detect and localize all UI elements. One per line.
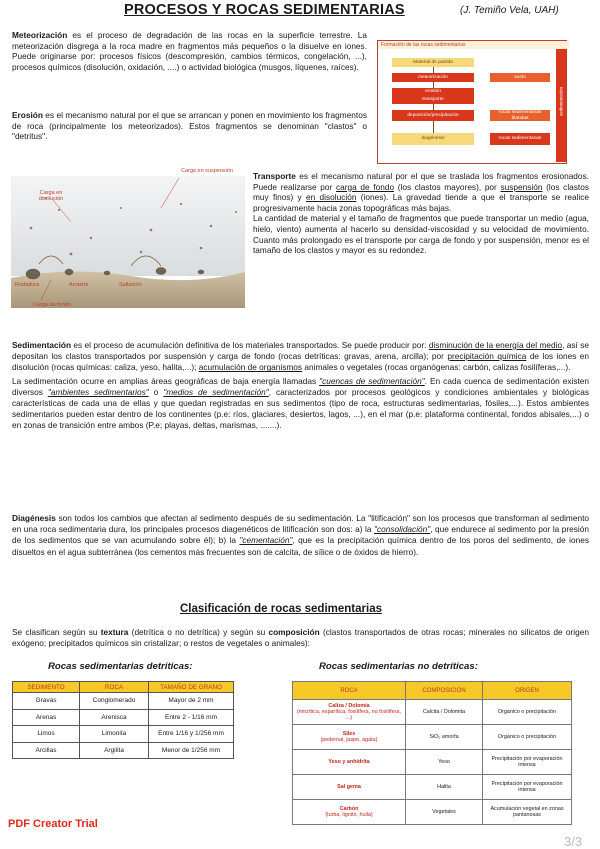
term-erosion: Erosión: [12, 110, 43, 120]
section-diagenesis: [12, 513, 589, 558]
cell: Vegetales: [406, 800, 483, 825]
label-saltacion: Saltación: [119, 282, 142, 288]
transporte-t3: (los clastos muy finos) y: [253, 181, 589, 203]
watermark: PDF Creator Trial: [8, 818, 98, 830]
cell: Precipitación por evaporación intensa: [483, 750, 572, 775]
cell-roca: [293, 800, 406, 825]
italic-cuencas: "cuencas de sedimentación": [319, 375, 425, 386]
transporte-t4: (iones). La gravedad tiende a que el transporte se realice progresivamente hacia zonas topográficas más bajas.: [253, 192, 590, 213]
diag-t1: son todos los cambios que afectan al sedimento después de su sedimentación. La "litificación" son los procesos que transforman al sedimento en una roca sedimentaria dura, los principales procesos diagenéticos de litificación son dos: a) la: [12, 513, 589, 535]
underline-suspension: suspensión: [500, 181, 543, 192]
cell: Calcita / Dolomita: [406, 700, 483, 725]
non-detrital-rocks-table: [292, 681, 572, 825]
cell: Argilita: [80, 742, 149, 759]
col-tamano: TAMAÑO DE GRANO: [149, 682, 234, 693]
cell: Orgánico o precipitación: [483, 700, 572, 725]
cell: Yeso: [406, 750, 483, 775]
sed-t2: , así se depositan los clastos transportados por suspensión y carga de fondo (rocas detríticas: gravas, arena, arcilla); por: [12, 340, 589, 362]
underline-carga-fondo: carga de fondo: [335, 181, 395, 192]
italic-medios: "medios de sedimentación": [163, 386, 269, 397]
term-diagenesis: Diagénesis: [12, 513, 56, 523]
clas-t2: (detrítica o no detrítica) y según su: [128, 627, 269, 637]
cell: Orgánico o precipitación: [483, 725, 572, 750]
underline-organismos: acumulación de organismos: [198, 362, 303, 373]
cell: Limos: [13, 726, 80, 743]
sedimentacion-band: [556, 49, 566, 162]
page-number: 3/3: [564, 834, 583, 849]
label-carga-disolucion: Carga en disolución: [38, 190, 64, 202]
cell: Mayor de 2 mm: [149, 693, 234, 710]
bold-composicion: composición: [268, 627, 320, 637]
box-diagenesis: diagénesis: [392, 133, 474, 145]
box-meteorizacion: meteorización: [392, 73, 474, 82]
classification-paragraph: [12, 627, 589, 649]
cell-roca: [293, 775, 406, 800]
sedimentacion-paragraph-1: [12, 340, 589, 374]
term-transporte: Transporte: [253, 171, 296, 181]
transporte-t2: (los clastos mayores), por: [394, 181, 501, 192]
rock-name: Yeso y anhidrita: [328, 759, 370, 765]
table-row: [13, 726, 234, 743]
rock-name: Sílex: [342, 731, 356, 737]
diag-t3: , que es la precipitación química dentro de los poros del sedimento, de iones disueltos en el agua subterránea (los cementos más frecuentes son de calcita, de sílice o de óxidos de hierro).: [12, 535, 589, 557]
sed-t1: es el proceso de acumulación definitiva de los materiales transportados. Se puede producir por:: [71, 340, 429, 350]
col-roca: ROCA: [80, 682, 149, 693]
cell: Arcillas: [13, 742, 80, 759]
col-composicion: COMPOSICIÓN: [406, 682, 483, 700]
bold-textura: textura: [100, 627, 129, 637]
label-carga-fondo: Carga de fondo: [33, 302, 71, 308]
sed-p2d: , caracterizados por procesos geológicos y condiciones ambientales y biológicas características de cada una de ellas y que quedan registradas en sus sedimentos (tipo de roca, estructuras sedimentarias, fósiles,...). Estos ambientes sedimentarios pueden estar dentro de los continentes (p.e: ríos, glaciares, desiertos, lagos, ...), en el mar (p.e: plataforma continental, fondos abisales,...) o en zonas de transición entre ambos (P.e; playas, deltas, marismas, .......).: [12, 386, 589, 431]
table-row: [293, 800, 572, 825]
table-row: [13, 742, 234, 759]
underline-energia: disminución de la energía del medio: [428, 340, 563, 350]
cell: Limonita: [80, 726, 149, 743]
label-rodadura: Rodadura: [15, 282, 40, 288]
classification-intro: [12, 627, 589, 649]
rock-name: Caliza / Dolomía: [328, 703, 370, 709]
italic-cementacion: "cementación": [239, 535, 293, 546]
sedimentacion-band-label: sedimentación: [558, 86, 564, 117]
table-header-row: [13, 682, 234, 693]
diagenesis-paragraph: [12, 513, 589, 558]
cell: Precipitación por evaporación intensa: [483, 775, 572, 800]
classification-heading: Clasificación de rocas sedimentarias: [180, 603, 382, 615]
section-transporte: [253, 171, 589, 256]
underline-precipitacion: precipitación química: [447, 351, 527, 362]
box-erosion: erosión: [392, 88, 474, 96]
sed-t3: de los iones en disolución (rocas químicas: caliza, yeso, halita,...);: [12, 351, 589, 373]
cell: Arenas: [13, 709, 80, 726]
transport-illustration: [11, 168, 245, 318]
cell: Acumulación vegetal en zonas pantanosas: [483, 800, 572, 825]
sed-t4: animales o vegetales (rocas organógenas: carbón, calizas fosilíferas,...).: [302, 362, 571, 373]
rock-name: Sal gema: [337, 784, 361, 790]
section-sedimentacion: [12, 340, 589, 432]
cell: Gravas: [13, 693, 80, 710]
term-meteorizacion: Meteorización: [12, 30, 68, 40]
table-row: [293, 700, 572, 725]
diag-t2: , que endurece al sedimento por la presión de los sedimentos que se van acumulando sobre él); b) la: [12, 524, 590, 546]
box-rocas-blandas: rocas sedimentarias blandas: [490, 110, 550, 121]
box-rocas-sedimentarias: rocas sedimentarias: [490, 133, 550, 145]
cell: Entre 2 - 1/16 mm: [149, 709, 234, 726]
diagram-title: Formación de las rocas sedimentarias: [378, 41, 569, 49]
meteorizacion-text: es el proceso de degradación de las rocas en la superficie terrestre. La meteorización disgrega a la roca madre en fragmentos más pequeños o la disuelve en iones. Puede originarse por: procesos físicos (descompresión, cambios térmicos, congelación, ...), procesos químicos (disolución, oxidación, ....) o actividad biológica (musgos, líquenes, raíces).: [12, 30, 367, 72]
meteorizacion-paragraph: [12, 30, 367, 72]
italic-ambientes: "ambientes sedimentarios": [47, 386, 149, 397]
rock-name: Carbón: [339, 806, 359, 812]
transporte-paragraph-1: [253, 171, 589, 213]
rock-sub: (turba, lignito, hulla): [325, 812, 373, 818]
sed-p2c: o: [148, 386, 164, 397]
erosion-paragraph: [12, 110, 367, 142]
table-row: [293, 775, 572, 800]
sedimentacion-paragraph-2: [12, 376, 589, 432]
cell: Entre 1/16 y 1/256 mm: [149, 726, 234, 743]
table-row: [13, 693, 234, 710]
sedimentary-formation-diagram: [377, 40, 567, 164]
arrow-down-4: [433, 121, 434, 133]
table-row: [13, 709, 234, 726]
col-origen: ORIGEN: [483, 682, 572, 700]
page-header: [0, 2, 600, 24]
page-title: PROCESOS Y ROCAS SEDIMENTARIAS: [124, 2, 405, 18]
table-row: [293, 725, 572, 750]
cell-roca: [293, 700, 406, 725]
box-deposicion: deposición/precipitación: [392, 110, 474, 121]
underline-disolucion: en disolución: [306, 192, 357, 203]
detrital-rocks-table: [12, 681, 234, 759]
rock-sub: (micrítica, esparítica, fosilífera, no fosilífera, ...): [297, 709, 401, 721]
cell-roca: [293, 725, 406, 750]
table-header-row: [293, 682, 572, 700]
subheading-no-detriticas: Rocas sedimentarias no detríticas:: [319, 661, 478, 672]
erosion-text: es el mecanismo natural por el que se arrancan y ponen en movimiento los fragmentos de roca (principalmente los meteorizados). Estos fragmentos se denominan "clastos" o "detritus".: [12, 110, 367, 142]
label-arrastre: Arrastre: [69, 282, 89, 288]
section-meteorizacion: [12, 30, 367, 72]
label-carga-suspension: Carga en suspensión: [181, 168, 233, 174]
col-sedimento: SEDIMENTO: [13, 682, 80, 693]
transporte-t1: es el mecanismo natural por el que se traslada los fragmentos erosionados. Puede realizarse por: [253, 171, 589, 192]
sed-p2b: . En cada cuenca de sedimentación existen diversos: [12, 375, 590, 397]
table-row: [293, 750, 572, 775]
cell: Conglomerado: [80, 693, 149, 710]
box-transporte: transporte: [392, 96, 474, 104]
cell: Halita: [406, 775, 483, 800]
author: (J. Temiño Vela, UAH): [460, 5, 559, 16]
clas-t1: Se clasifican según su: [12, 627, 101, 637]
section-erosion: [12, 110, 367, 142]
term-sedimentacion: Sedimentación: [12, 340, 72, 350]
transporte-paragraph-2: La cantidad de material y el tamaño de fragmentos que puede transportar un medio (agua, hielo, viento) aumenta al hacerlo su densidad-viscosidad y su velocidad de movimiento. Cuanto más prolongado es el transporte por carga de fondo y por suspensión, menor es el tamaño de los clastos y mayor es su redondez.: [253, 213, 589, 256]
cell: Menor de 1/256 mm: [149, 742, 234, 759]
box-material: Material de partida: [392, 58, 474, 67]
rock-sub: (pedernal, jaspe, ágata): [320, 737, 378, 743]
col-roca: ROCA: [293, 682, 406, 700]
clas-t3: (clastos transportados de otras rocas; minerales no silicatos de origen exógeno; precipitados químicos sin cristalizar; o restos de vegetales o animales):: [12, 627, 589, 649]
cell-roca: [293, 750, 406, 775]
sed-p2a: La sedimentación ocurre en amplias áreas geográficas de baja energía llamadas: [12, 375, 320, 386]
box-suelo: suelo: [490, 73, 550, 82]
cell: Arenisca: [80, 709, 149, 726]
italic-consolidacion: "consolidación": [374, 524, 431, 535]
subheading-detriticas: Rocas sedimentarias detríticas:: [48, 661, 193, 672]
cell: SiO₂ amorfa: [406, 725, 483, 750]
